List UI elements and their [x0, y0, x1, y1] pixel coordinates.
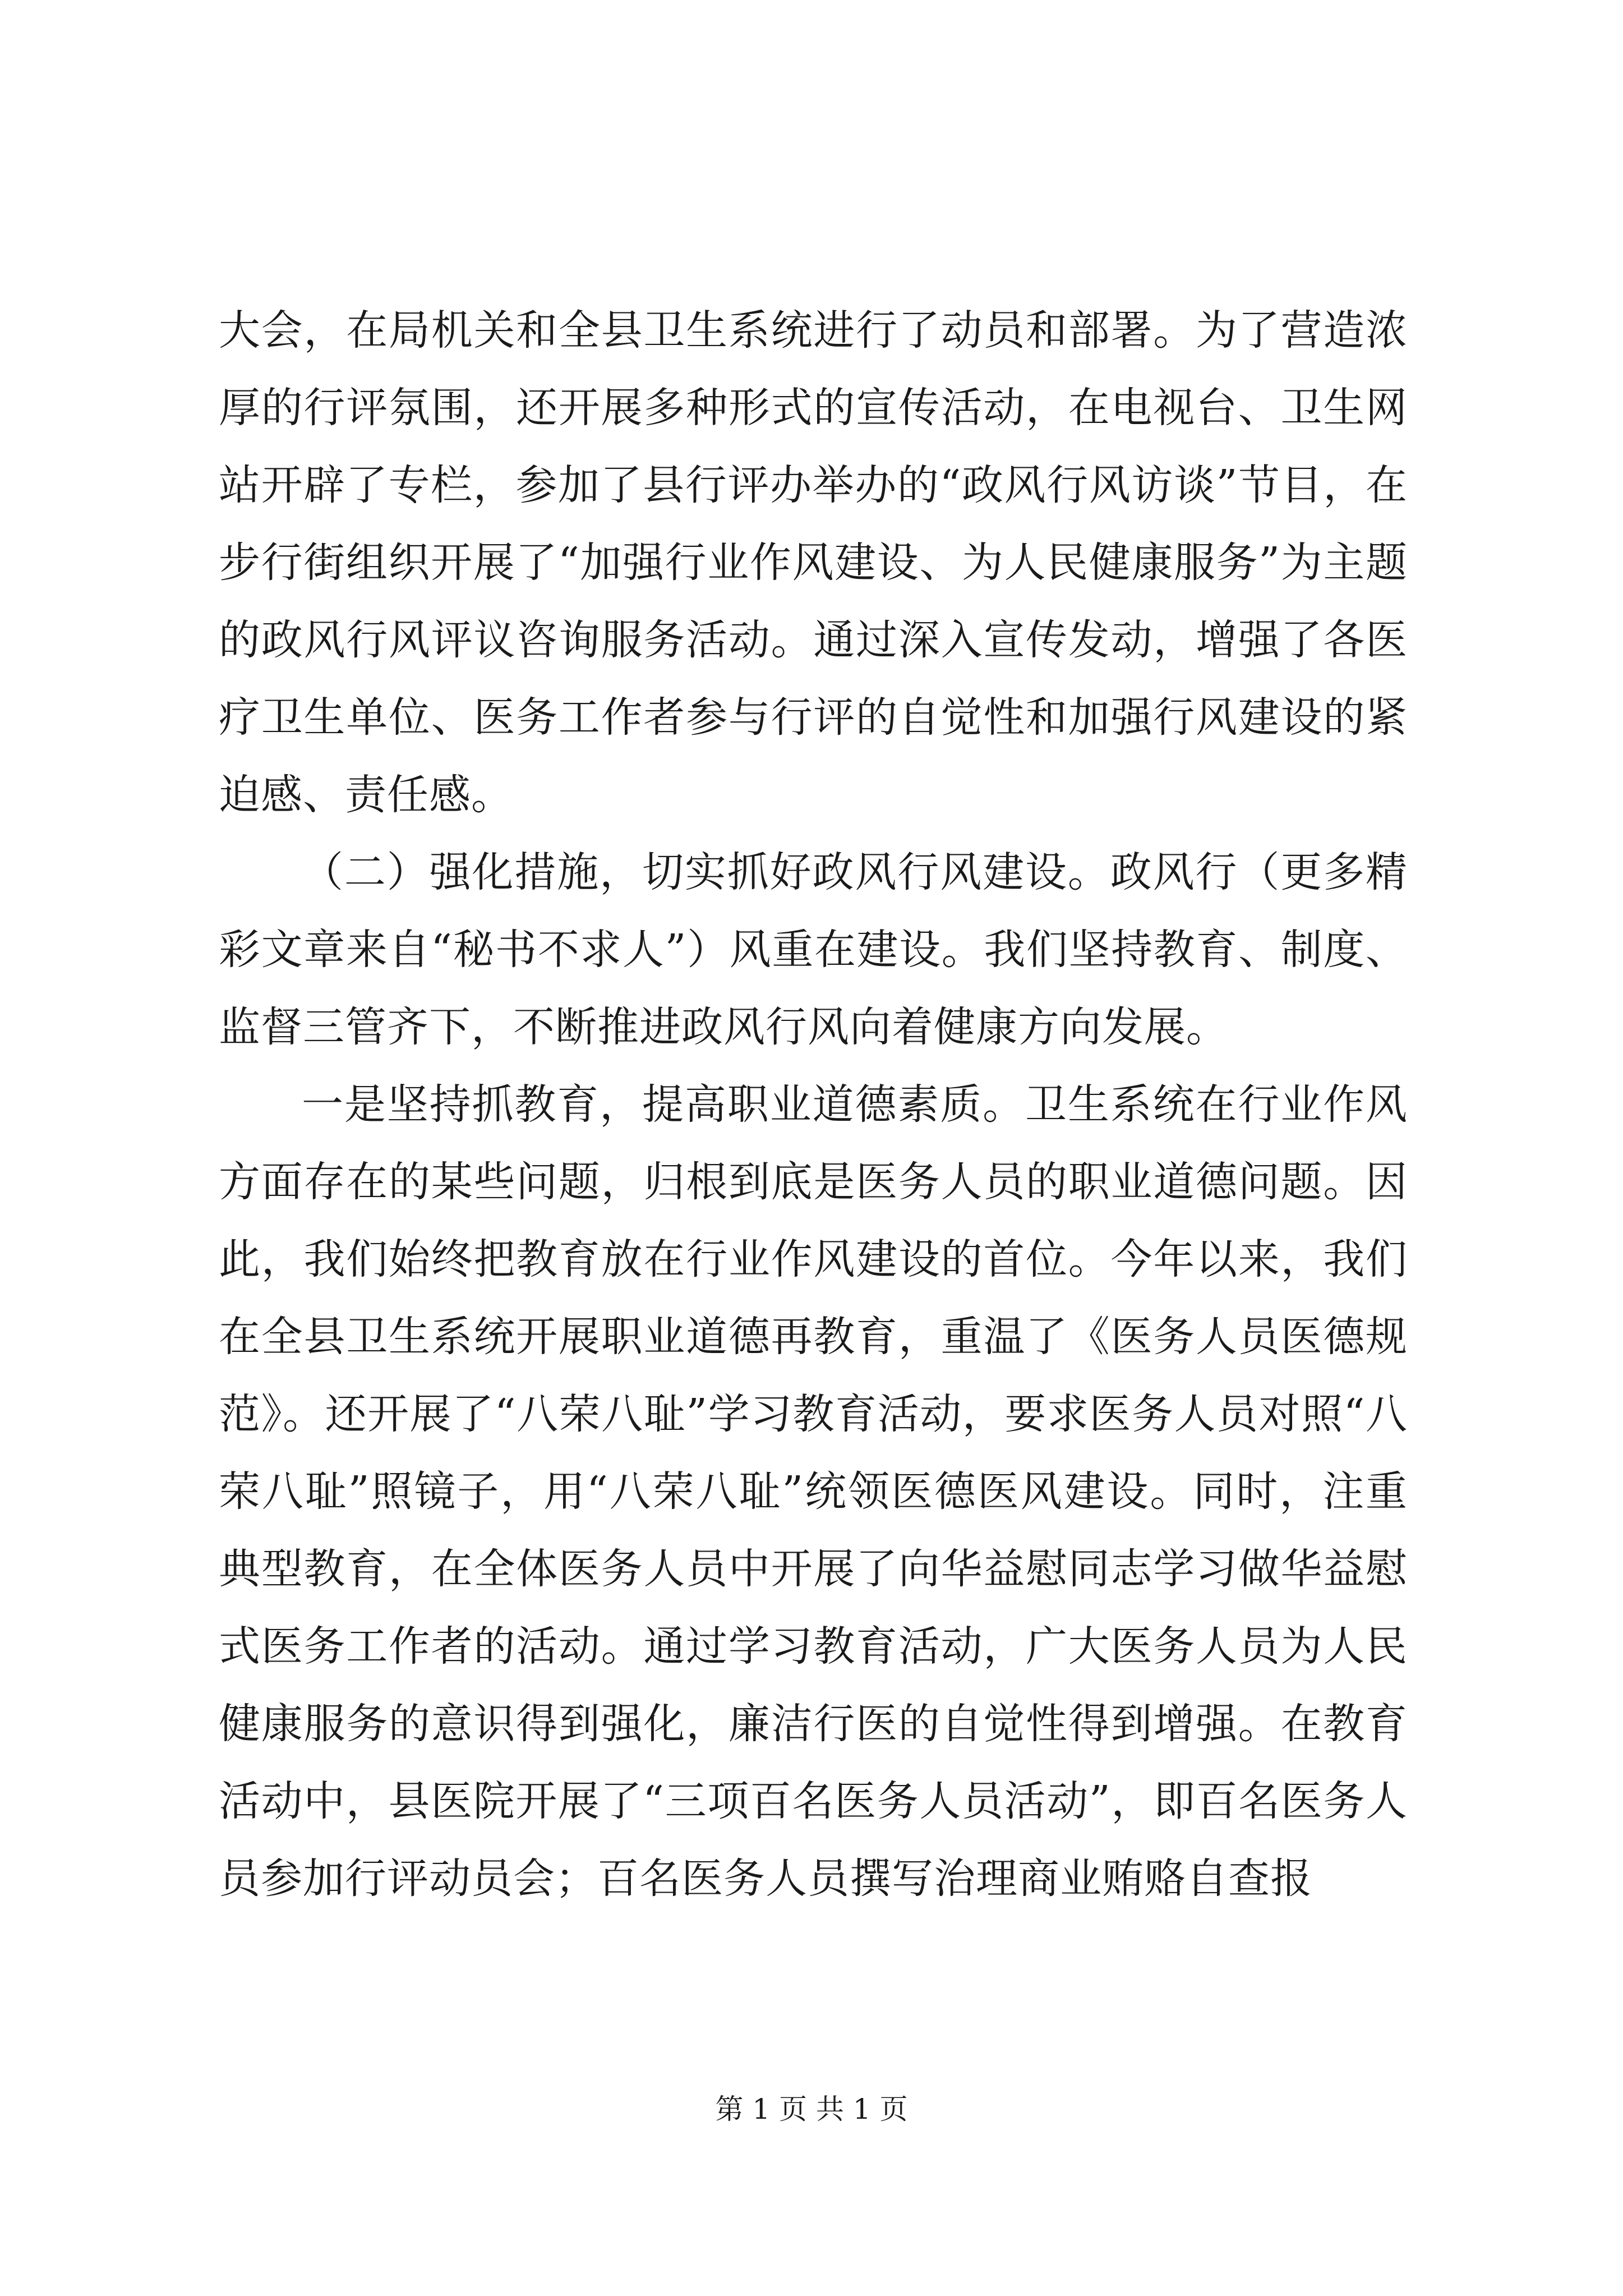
document-body: [219, 292, 1408, 1917]
paragraph-1: 大会，在局机关和全县卫生系统进行了动员和部署。为了营造浓厚的行评氛围，还开展多种形式的宣传活动，在电视台、卫生网站开辟了专栏，参加了县行评办举办的“政风行风访谈”节目，在步行街组织开展了“加强行业作风建设、为人民健康服务”为主题的政风行风评议咨询服务活动。通过深入宣传发动，增强了各医疗卫生单位、医务工作者参与行评的自觉性和加强行风建设的紧迫感、责任感。: [219, 306, 1408, 819]
page-number-label: 第 1 页 共 1 页: [715, 2093, 908, 2125]
paragraph-3: 一是坚持抓教育，提高职业道德素质。卫生系统在行业作风方面存在的某些问题，归根到底是医务人员的职业道德问题。因此，我们始终把教育放在行业作风建设的首位。今年以来，我们在全县卫生系统开展职业道德再教育，重温了《医务人员医德规范》。还开展了“八荣八耻”学习教育活动，要求医务人员对照“八荣八耻”照镜子，用“八荣八耻”统领医德医风建设。同时，注重典型教育，在全体医务人员中开展了向华益慰同志学习做华益慰式医务工作者的活动。通过学习教育活动，广大医务人员为人民健康服务的意识得到强化，廉洁行医的自觉性得到增强。在教育活动中，县医院开展了“三项百名医务人员活动”，即百名医务人员参加行评动员会；百名医务人员撰写治理商业贿赂自查报: [219, 1080, 1408, 1903]
paragraph-2: （二）强化措施，切实抓好政风行风建设。政风行（更多精彩文章来自“秘书不求人”）风重在建设。我们坚持教育、制度、监督三管齐下，不断推进政风行风向着健康方向发展。: [219, 848, 1408, 1051]
page-footer: [0, 2092, 1623, 2126]
